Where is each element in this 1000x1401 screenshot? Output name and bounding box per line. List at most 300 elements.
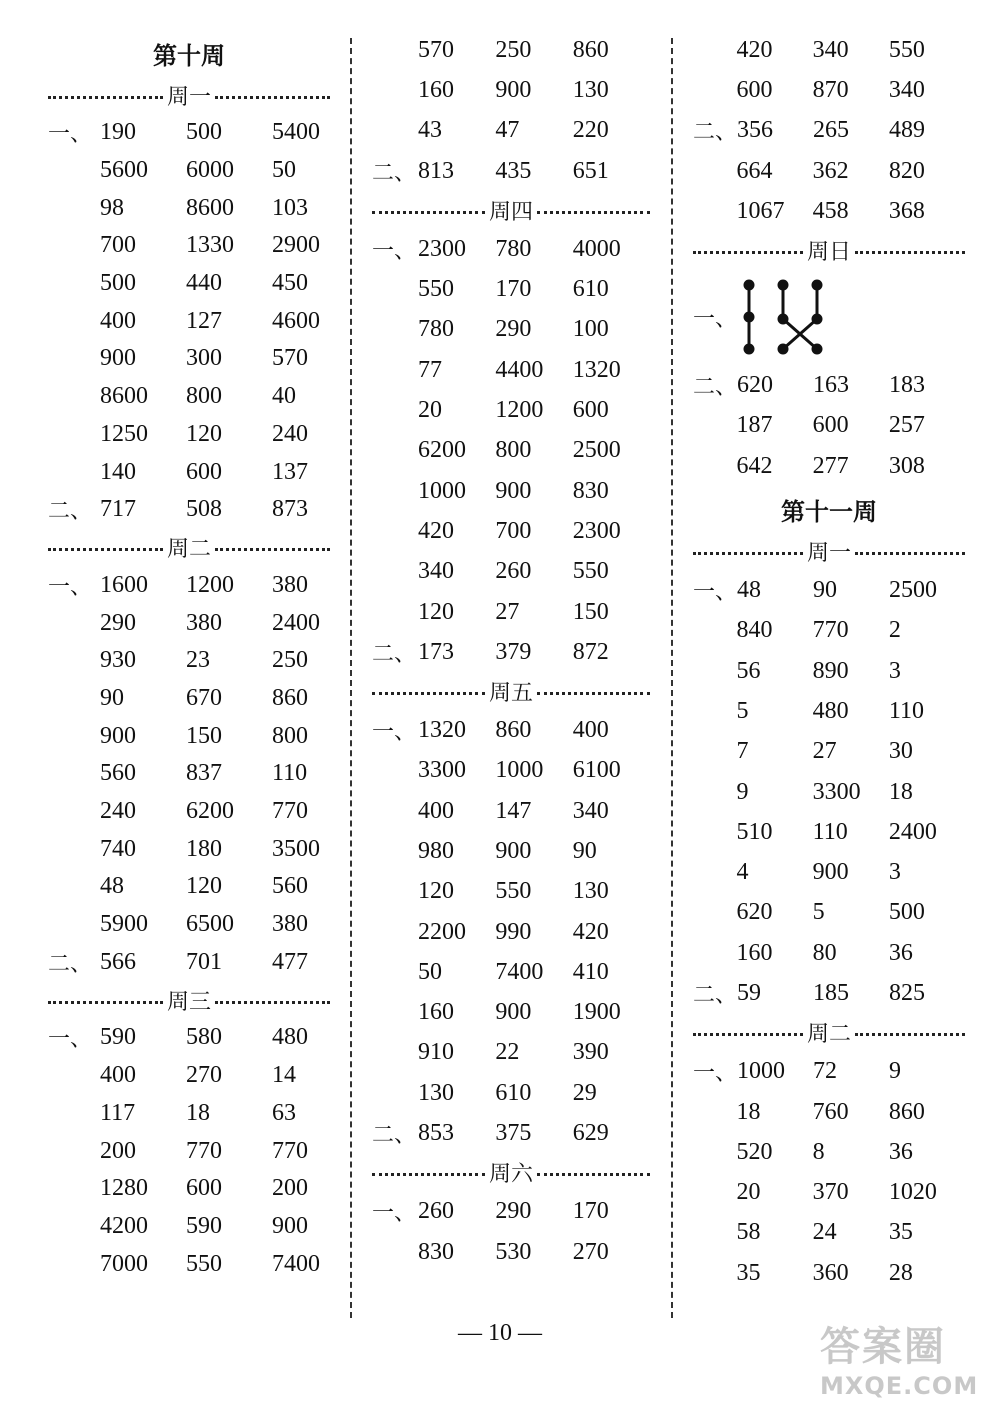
answer-value: 3 <box>888 859 901 886</box>
answer-value: 50 <box>418 958 443 985</box>
answer-row <box>693 691 965 731</box>
answer-value: 290 <box>495 316 532 343</box>
answer-value: 127 <box>186 307 222 334</box>
answer-value: 340 <box>812 36 849 63</box>
answer-value: 180 <box>186 835 222 862</box>
answer-value: 9 <box>889 1058 902 1085</box>
answer-value: 651 <box>572 157 609 184</box>
answer-value: 380 <box>186 609 222 636</box>
answer-value: 117 <box>100 1099 136 1126</box>
answer-value: 200 <box>100 1137 136 1164</box>
answer-value: 770 <box>812 617 849 644</box>
answer-row <box>372 993 650 1033</box>
answer-value: 400 <box>572 717 609 744</box>
answer-value: 362 <box>812 157 849 184</box>
answer-value: 770 <box>186 1137 222 1164</box>
answer-value: 130 <box>572 878 609 905</box>
answer-value: 930 <box>100 647 136 674</box>
column-divider <box>671 38 673 1318</box>
answer-value: 240 <box>100 798 136 825</box>
answer-value: 550 <box>888 36 925 63</box>
answer-value: 489 <box>889 117 926 144</box>
answer-row <box>693 772 965 812</box>
answer-value: 3300 <box>418 757 467 784</box>
answer-value: 3500 <box>272 835 320 862</box>
dotted-leader <box>693 251 803 254</box>
answer-value: 270 <box>572 1238 609 1265</box>
answer-value: 6000 <box>186 157 234 184</box>
page-number: — 10 — <box>458 1320 542 1346</box>
answer-value: 620 <box>736 899 773 926</box>
answer-value: 173 <box>418 638 455 665</box>
answer-value: 566 <box>100 948 136 975</box>
answer-value: 24 <box>812 1219 837 1246</box>
answer-value: 48 <box>100 873 124 900</box>
answer-value: 340 <box>888 76 925 103</box>
answer-value: 5 <box>736 697 749 724</box>
answer-value: 500 <box>186 119 222 146</box>
answer-value: 140 <box>100 458 136 485</box>
answer-value: 820 <box>888 157 925 184</box>
day-label: 周二 <box>807 1022 852 1048</box>
answer-row <box>48 868 330 906</box>
answer-value: 4600 <box>272 307 320 334</box>
answer-value: 137 <box>272 458 308 485</box>
answer-value: 550 <box>495 878 532 905</box>
question-marker: 一、 <box>48 574 93 600</box>
dotted-leader <box>372 211 485 214</box>
answer-row <box>372 269 650 309</box>
answer-value: 410 <box>572 958 609 985</box>
week-title: 第十周 <box>153 42 225 70</box>
dotted-leader <box>537 211 650 214</box>
answer-row <box>48 1057 330 1095</box>
answer-row <box>48 680 330 718</box>
answer-value: 900 <box>100 722 136 749</box>
day-label: 周日 <box>807 239 852 265</box>
answer-value: 480 <box>812 697 849 724</box>
answer-value: 440 <box>186 270 222 297</box>
question-marker: 二、 <box>48 951 93 977</box>
answer-value: 77 <box>418 356 443 383</box>
dotted-leader <box>855 251 965 254</box>
answer-row <box>48 416 330 454</box>
day-label: 周六 <box>489 1162 534 1188</box>
answer-value: 4 <box>736 859 749 886</box>
answer-row <box>372 229 650 269</box>
answer-row <box>693 570 965 610</box>
answer-row <box>372 952 650 992</box>
answer-value: 250 <box>495 36 532 63</box>
answer-row <box>693 151 965 191</box>
answer-row <box>372 872 650 912</box>
answer-row <box>693 1052 965 1092</box>
answer-value: 400 <box>418 797 455 824</box>
answer-row <box>48 717 330 755</box>
answer-value: 150 <box>572 598 609 625</box>
answer-value: 600 <box>186 458 222 485</box>
answer-value: 990 <box>495 918 532 945</box>
answer-value: 7000 <box>100 1250 148 1277</box>
answer-value: 2400 <box>888 818 937 845</box>
answer-value: 98 <box>100 194 124 221</box>
answer-row <box>48 604 330 642</box>
day-header <box>693 534 965 568</box>
answer-value: 642 <box>736 452 773 479</box>
answer-row <box>48 491 330 529</box>
answer-row <box>372 471 650 511</box>
question-marker: 一、 <box>693 580 738 606</box>
answer-value: 837 <box>186 760 222 787</box>
day-label: 周一 <box>167 84 212 110</box>
answer-value: 3 <box>888 657 901 684</box>
answer-value: 860 <box>572 36 609 63</box>
answer-value: 520 <box>736 1138 773 1165</box>
answer-value: 701 <box>186 948 222 975</box>
answer-row <box>693 933 965 973</box>
answer-value: 40 <box>272 383 296 410</box>
answer-value: 379 <box>495 638 532 665</box>
answer-row <box>48 793 330 831</box>
answer-value: 800 <box>272 722 308 749</box>
answer-value: 187 <box>736 412 773 439</box>
answer-value: 435 <box>495 157 532 184</box>
answer-value: 872 <box>572 638 609 665</box>
answer-value: 120 <box>186 420 222 447</box>
answer-value: 120 <box>418 598 455 625</box>
dotted-leader <box>537 1173 650 1176</box>
answer-value: 183 <box>889 372 926 399</box>
question-marker: 一、 <box>693 306 738 332</box>
dotted-leader <box>855 552 965 555</box>
dotted-leader <box>48 1001 163 1004</box>
dotted-leader <box>48 548 163 551</box>
dotted-leader <box>215 1001 330 1004</box>
answer-value: 190 <box>100 119 136 146</box>
answer-value: 2900 <box>272 232 320 259</box>
answer-value: 2200 <box>418 918 467 945</box>
answer-value: 900 <box>495 477 532 504</box>
answer-value: 570 <box>272 345 308 372</box>
answer-value: 900 <box>100 345 136 372</box>
answer-value: 8600 <box>186 194 234 221</box>
answer-value: 7 <box>736 738 749 765</box>
answer-value: 717 <box>100 496 136 523</box>
answer-value: 610 <box>495 1079 532 1106</box>
answer-value: 80 <box>812 939 837 966</box>
dotted-leader <box>372 692 485 695</box>
answer-value: 780 <box>418 316 455 343</box>
answer-value: 830 <box>572 477 609 504</box>
answer-value: 530 <box>495 1238 532 1265</box>
day-header <box>372 193 650 227</box>
answer-value: 508 <box>186 496 222 523</box>
answer-value: 20 <box>418 397 443 424</box>
answer-value: 130 <box>418 1079 455 1106</box>
answer-row <box>693 1092 965 1132</box>
answer-row <box>372 1033 650 1073</box>
answer-value: 500 <box>100 270 136 297</box>
answer-row <box>372 632 650 672</box>
answer-row <box>48 642 330 680</box>
answer-row <box>693 1173 965 1213</box>
day-label: 周三 <box>167 989 212 1015</box>
answer-value: 170 <box>572 1198 609 1225</box>
question-marker: 二、 <box>372 160 417 186</box>
answer-value: 340 <box>572 797 609 824</box>
answer-value: 260 <box>495 558 532 585</box>
answer-row <box>48 1132 330 1170</box>
answer-row <box>48 943 330 981</box>
answer-value: 420 <box>572 918 609 945</box>
dotted-leader <box>372 1173 485 1176</box>
answer-value: 800 <box>186 383 222 410</box>
answer-value: 1200 <box>495 397 544 424</box>
day-label: 周四 <box>489 199 534 225</box>
answer-value: 450 <box>272 270 308 297</box>
answer-value: 9 <box>736 778 749 805</box>
answer-value: 18 <box>736 1098 761 1125</box>
answer-row <box>693 812 965 852</box>
answer-row <box>372 1192 650 1232</box>
answer-value: 480 <box>272 1024 308 1051</box>
watermark-logo: 答案圈 MXQE.COM <box>820 1324 979 1400</box>
answer-row <box>48 152 330 190</box>
answer-row <box>48 378 330 416</box>
answer-value: 900 <box>495 999 532 1026</box>
answer-value: 240 <box>272 420 308 447</box>
answer-value: 458 <box>812 197 849 224</box>
column-2-lead-rows <box>372 30 650 191</box>
question-marker: 一、 <box>693 1061 738 1087</box>
column-2-sections <box>372 193 650 1272</box>
answer-row <box>693 651 965 691</box>
answer-value: 740 <box>100 835 136 862</box>
answer-value: 375 <box>495 1120 532 1147</box>
answer-value: 1200 <box>186 571 234 598</box>
answer-value: 58 <box>736 1219 761 1246</box>
answer-value: 1900 <box>572 999 621 1026</box>
answer-value: 340 <box>418 558 455 585</box>
answer-value: 1000 <box>737 1058 786 1085</box>
dotted-leader <box>855 1033 965 1036</box>
answer-value: 163 <box>813 372 850 399</box>
answer-row <box>372 831 650 871</box>
day-header <box>693 1016 965 1050</box>
answer-row <box>693 70 965 110</box>
answer-value: 185 <box>813 979 850 1006</box>
answer-value: 147 <box>495 797 532 824</box>
answer-value: 56 <box>736 657 761 684</box>
answer-row <box>372 710 650 750</box>
question-marker: 二、 <box>372 1123 417 1149</box>
answer-row <box>48 906 330 944</box>
answer-row <box>372 751 650 791</box>
answer-row <box>48 1208 330 1246</box>
answer-value: 220 <box>572 117 609 144</box>
answer-value: 1000 <box>495 757 544 784</box>
answer-value: 300 <box>186 345 222 372</box>
answer-row <box>693 1253 965 1293</box>
answer-row <box>372 1113 650 1153</box>
answer-value: 160 <box>418 999 455 1026</box>
answer-value: 760 <box>812 1098 849 1125</box>
answer-value: 4200 <box>100 1212 148 1239</box>
answer-value: 2500 <box>889 577 938 604</box>
day-header <box>48 983 330 1017</box>
answer-value: 6100 <box>572 757 621 784</box>
answer-row <box>693 852 965 892</box>
answer-value: 36 <box>888 1138 913 1165</box>
answer-value: 160 <box>736 939 773 966</box>
answer-row <box>372 390 650 430</box>
answer-value: 6500 <box>186 911 234 938</box>
answer-value: 170 <box>495 276 532 303</box>
question-marker: 二、 <box>693 982 738 1008</box>
answer-row <box>693 191 965 231</box>
answer-value: 356 <box>737 117 774 144</box>
answer-value: 980 <box>418 837 455 864</box>
answer-value: 600 <box>736 76 773 103</box>
answer-value: 2 <box>888 617 901 644</box>
answer-value: 270 <box>186 1062 222 1089</box>
answer-row <box>693 111 965 151</box>
answer-row <box>693 1213 965 1253</box>
answer-value: 7400 <box>272 1250 320 1277</box>
answer-row <box>48 1019 330 1057</box>
answer-value: 813 <box>418 157 455 184</box>
answer-value: 900 <box>812 859 849 886</box>
answer-value: 7400 <box>495 958 544 985</box>
answer-value: 550 <box>186 1250 222 1277</box>
answer-value: 8 <box>812 1138 825 1165</box>
answer-value: 3300 <box>812 778 861 805</box>
answer-row <box>372 310 650 350</box>
answer-value: 853 <box>418 1120 455 1147</box>
answer-value: 800 <box>495 437 532 464</box>
answer-row <box>48 340 330 378</box>
answer-value: 700 <box>100 232 136 259</box>
answer-value: 90 <box>813 577 838 604</box>
answer-value: 5900 <box>100 911 148 938</box>
day-label: 周二 <box>167 537 212 563</box>
answer-value: 2400 <box>272 609 320 636</box>
answer-value: 380 <box>272 571 308 598</box>
question-marker: 二、 <box>48 499 93 525</box>
column-3 <box>693 30 965 1293</box>
answer-value: 5 <box>812 899 825 926</box>
answer-value: 560 <box>272 873 308 900</box>
dotted-leader <box>215 96 330 99</box>
answer-value: 6200 <box>418 437 467 464</box>
answer-row <box>48 265 330 303</box>
answer-value: 1330 <box>186 232 234 259</box>
day-header <box>48 78 330 112</box>
answer-value: 890 <box>812 657 849 684</box>
answer-value: 110 <box>272 760 308 787</box>
question-marker: 二、 <box>693 375 738 401</box>
answer-value: 47 <box>495 117 520 144</box>
answer-row <box>693 893 965 933</box>
answer-row <box>372 592 650 632</box>
dotted-leader <box>693 552 803 555</box>
answer-value: 6200 <box>186 798 234 825</box>
answer-value: 260 <box>418 1198 455 1225</box>
answer-value: 900 <box>272 1212 308 1239</box>
answer-row <box>372 511 650 551</box>
column-1 <box>48 30 330 1283</box>
answer-value: 43 <box>418 117 443 144</box>
answer-value: 629 <box>572 1120 609 1147</box>
answer-value: 360 <box>812 1259 849 1286</box>
answer-value: 29 <box>572 1079 597 1106</box>
answer-row <box>48 114 330 152</box>
answer-value: 290 <box>495 1198 532 1225</box>
answer-value: 550 <box>572 558 609 585</box>
answer-row <box>48 755 330 793</box>
answer-value: 290 <box>100 609 136 636</box>
answer-value: 830 <box>418 1238 455 1265</box>
answer-value: 2500 <box>572 437 621 464</box>
answer-value: 580 <box>186 1024 222 1051</box>
answer-value: 27 <box>812 738 837 765</box>
answer-row <box>693 406 965 446</box>
answer-value: 59 <box>737 979 762 1006</box>
answer-value: 250 <box>272 647 308 674</box>
column-1-sections <box>48 78 330 1283</box>
answer-row <box>48 1095 330 1133</box>
answer-value: 900 <box>495 76 532 103</box>
answer-value: 700 <box>495 517 532 544</box>
answer-value: 8600 <box>100 383 148 410</box>
answer-value: 1250 <box>100 420 148 447</box>
answer-value: 477 <box>272 948 308 975</box>
answer-value: 4400 <box>495 356 544 383</box>
answer-value: 500 <box>888 899 925 926</box>
answer-row <box>48 830 330 868</box>
day-label: 周五 <box>489 680 534 706</box>
day-header-sunday <box>693 233 965 267</box>
answer-value: 860 <box>495 717 532 744</box>
answer-value: 600 <box>572 397 609 424</box>
dotted-leader <box>693 1033 803 1036</box>
answer-row <box>372 791 650 831</box>
matching-diagram-row <box>693 269 965 365</box>
answer-value: 90 <box>100 684 124 711</box>
answer-value: 873 <box>272 496 308 523</box>
answer-value: 130 <box>572 76 609 103</box>
answer-value: 670 <box>186 684 222 711</box>
answer-value: 110 <box>812 818 848 845</box>
answer-value: 2300 <box>418 235 467 262</box>
day-header <box>372 1156 650 1190</box>
answer-value: 23 <box>186 647 210 674</box>
answer-value: 550 <box>418 276 455 303</box>
answer-value: 50 <box>272 157 296 184</box>
answer-value: 277 <box>812 452 849 479</box>
answer-row <box>48 227 330 265</box>
answer-row <box>372 30 650 70</box>
answer-value: 110 <box>888 697 924 724</box>
answer-value: 35 <box>888 1219 913 1246</box>
answer-value: 200 <box>272 1175 308 1202</box>
answer-value: 100 <box>572 316 609 343</box>
answer-value: 380 <box>272 911 308 938</box>
answer-row <box>372 431 650 471</box>
answer-value: 160 <box>418 76 455 103</box>
answer-value: 370 <box>812 1179 849 1206</box>
answer-value: 265 <box>813 117 850 144</box>
